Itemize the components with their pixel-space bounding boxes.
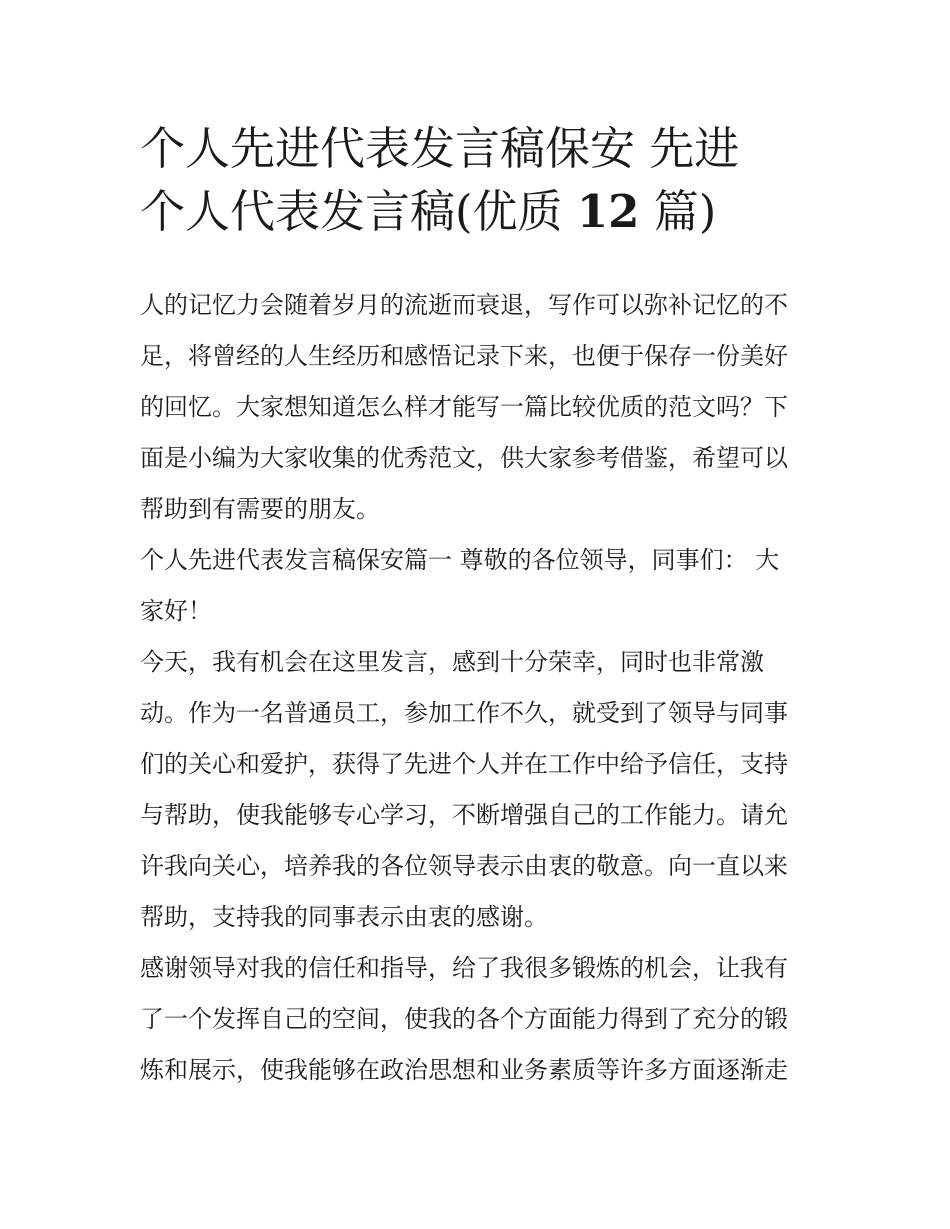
- body-line: 帮助，支持我的同事表示由衷的感谢。: [140, 903, 548, 931]
- title-text: 篇): [639, 185, 717, 238]
- title-number: 12: [576, 185, 640, 238]
- title-text: 个人代表发言稿(优质: [140, 185, 577, 238]
- body-line: 感谢领导对我的信任和指导，给了我很多锻炼的机会，让我有: [140, 954, 788, 982]
- body-line: 人的记忆力会随着岁月的流逝而衰退，写作可以弥补记忆的不: [140, 291, 788, 319]
- body-line: 与帮助，使我能够专心学习，不断增强自己的工作能力。请允: [140, 801, 788, 829]
- body-line: 动。作为一名普通员工，参加工作不久，就受到了领导与同事: [140, 699, 788, 727]
- body-line: 足，将曾经的人生经历和感悟记录下来，也便于保存一份美好: [140, 342, 788, 370]
- title-text: 个人先进代表发言稿保安 先进: [140, 122, 740, 175]
- body-line: 炼和展示，使我能够在政治思想和业务素质等许多方面逐渐走: [140, 1056, 788, 1084]
- body-line: 许我向关心，培养我的各位领导表示由衷的敬意。向一直以来: [140, 852, 788, 880]
- body-line: 了一个发挥自己的空间，使我的各个方面能力得到了充分的锻: [140, 1005, 788, 1033]
- document-body: [140, 280, 830, 1096]
- body-line: 的回忆。大家想知道怎么样才能写一篇比较优质的范文吗？下: [140, 393, 788, 421]
- body-line: 个人先进代表发言稿保安篇一 尊敬的各位领导，同事们： 大: [140, 546, 780, 574]
- title-line: [140, 117, 830, 180]
- document-title: [140, 117, 830, 243]
- body-line: 们的关心和爱护，获得了先进个人并在工作中给予信任，支持: [140, 750, 788, 778]
- body-line: 今天，我有机会在这里发言，感到十分荣幸，同时也非常激: [140, 648, 764, 676]
- body-line: 家好！: [140, 597, 212, 625]
- body-line: 帮助到有需要的朋友。: [140, 495, 380, 523]
- body-line: 面是小编为大家收集的优秀范文，供大家参考借鉴，希望可以: [140, 444, 788, 472]
- title-line: [140, 180, 830, 243]
